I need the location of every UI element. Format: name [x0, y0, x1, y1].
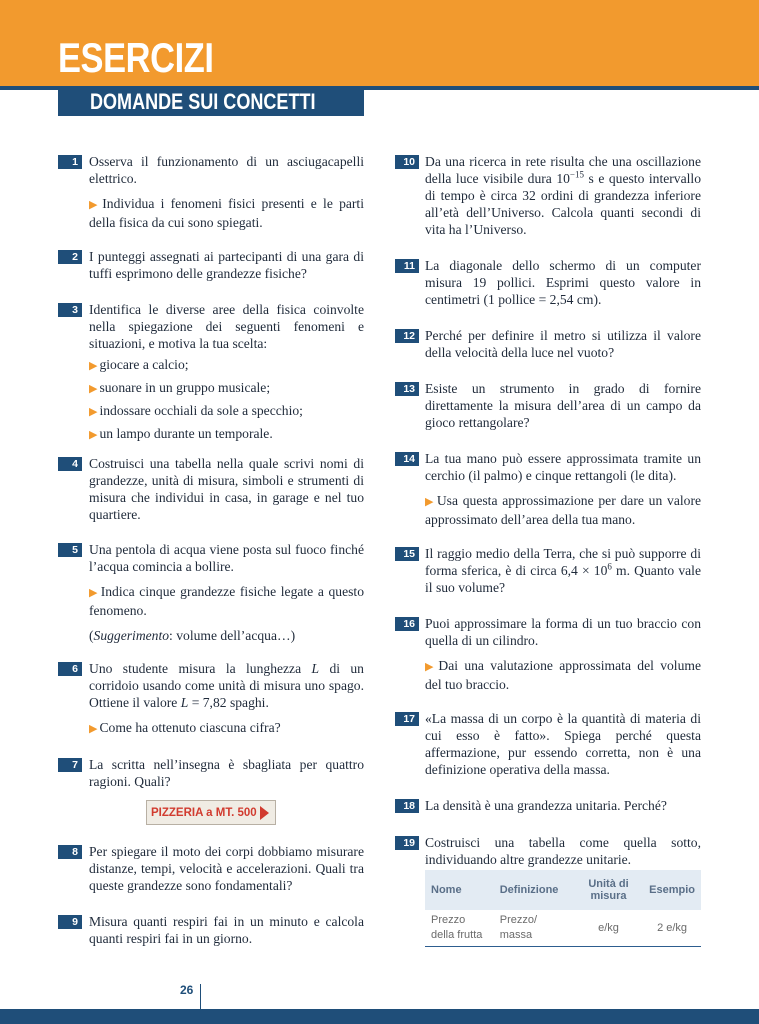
exercise-subtask: ▶ Indica cinque grandezze fisiche legate a questo fenomeno. — [89, 584, 364, 618]
arrow-icon: ▶ — [89, 383, 98, 395]
list-item: ▶ un lampo durante un temporale. — [89, 426, 273, 441]
page-title: ESERCIZI — [58, 34, 214, 81]
exercise-text: Il raggio medio della Terra, che si può supporre di forma sferica, è di circa $6,4 \times 10^6$ m. Quanto vale il suo volume? — [425, 546, 701, 595]
exercise-9 — [89, 913, 364, 947]
exercise-10 — [425, 153, 701, 238]
exercise-13 — [425, 380, 701, 431]
exercise-number: 11 — [395, 259, 419, 273]
exercise-8 — [89, 843, 364, 894]
arrow-icon: ▶ — [89, 199, 101, 211]
exercise-text: I punteggi assegnati ai partecipanti di una gara di tuffi esprimono delle grandezze fisiche? — [89, 249, 364, 281]
exercise-text: Costruisci una tabella nella quale scrivi nomi di grandezze, unità di misura, simboli e strumenti di misura che individui in casa, in garage e nel tuo quartiere. — [89, 456, 364, 522]
exercise-7 — [89, 756, 364, 790]
exercise-number: 9 — [58, 915, 82, 929]
list-item: ▶ suonare in un gruppo musicale; — [89, 380, 271, 395]
unit-quantities-table — [425, 870, 701, 947]
exercise-number: 2 — [58, 250, 82, 264]
table-header: Nome — [425, 870, 494, 910]
exercise-hint: (Suggerimento: volume dell’acqua…) — [89, 628, 296, 643]
exercise-number: 8 — [58, 845, 82, 859]
exercise-text: Osserva il funzionamento di un asciugacapelli elettrico. — [89, 154, 364, 186]
exercise-number: 6 — [58, 662, 82, 676]
table-cell: Prezzo/ massa — [494, 910, 574, 947]
arrow-icon: ▶ — [425, 496, 435, 508]
exercise-subtask: ▶ Individua i fenomeni fisici presenti e le parti della fisica da cui sono spiegati. — [89, 196, 364, 230]
exercise-number: 14 — [395, 452, 419, 466]
page-number-rule — [200, 984, 201, 1010]
exercise-5 — [89, 541, 364, 644]
exercise-number: 1 — [58, 155, 82, 169]
arrow-icon: ▶ — [425, 661, 437, 673]
table-cell: e/kg — [574, 910, 643, 947]
exercise-text: Esiste un strumento in grado di fornire direttamente la misura dell’area di un campo da gioco rettangolare? — [425, 381, 701, 430]
exercise-text: «La massa di un corpo è la quantità di materia di cui esso è fatto». Spiega perché questa affermazione, pur essendo corretta, non è una definizione operativa della massa. — [425, 711, 701, 777]
table-row — [425, 910, 701, 947]
exercise-2 — [89, 248, 364, 282]
arrow-icon: ▶ — [89, 723, 98, 735]
exercise-4 — [89, 455, 364, 523]
arrow-icon: ▶ — [89, 360, 98, 372]
sign-arrow-icon — [260, 806, 269, 820]
exercise-text: La densità è una grandezza unitaria. Perché? — [425, 798, 667, 813]
list-item: ▶ giocare a calcio; — [89, 357, 189, 372]
table-cell: 2 e/kg — [643, 910, 701, 947]
exercise-number: 7 — [58, 758, 82, 772]
exercise-16 — [425, 615, 701, 693]
exercise-text: Uno studente misura la lunghezza L di un corridoio usando come unità di misura uno spago. Ottiene il valore L = 7,82 spaghi. — [89, 661, 364, 710]
sign-text: PIZZERIA a MT. 500 — [151, 806, 257, 819]
exercise-text: Da una ricerca in rete risulta che una oscillazione della luce visibile dura $10^{-15}$ s e questo intervallo di tempo è circa 32 ordini di grandezza inferiore all’età dell’Universo. Calcola quanti secondi di vita ha l’Universo. — [425, 154, 701, 237]
exercise-text: Misura quanti respiri fai in un minuto e calcola quanti respiri fai in un giorno. — [89, 914, 364, 946]
exercise-number: 5 — [58, 543, 82, 557]
table-header: Unità di misura — [574, 870, 643, 910]
exercise-number: 4 — [58, 457, 82, 471]
table-cell: Prezzo della frutta — [425, 910, 494, 947]
exercise-subtask: ▶ Usa questa approssimazione per dare un valore approssimato dell’area della tua mano. — [425, 493, 701, 527]
exercise-text: Per spiegare il moto dei corpi dobbiamo misurare distanze, tempi, velocità e accelerazioni. Quali tra queste grandezze sono fondamentali? — [89, 844, 364, 893]
exercise-text: Costruisci una tabella come quella sotto, individuando altre grandezze unitarie. — [425, 835, 701, 867]
exercise-text: Identifica le diverse aree della fisica coinvolte nella spiegazione dei seguenti fenomeni e situazioni, e motiva la tua scelta: — [89, 302, 364, 351]
page-number: 26 — [180, 983, 194, 997]
exercise-14 — [425, 450, 701, 528]
exercise-text: La scritta nell’insegna è sbagliata per quattro ragioni. Quali? — [89, 757, 364, 789]
exercise-12 — [425, 327, 701, 361]
exercise-subtask: ▶ Dai una valutazione approssimata del volume del tuo braccio. — [425, 658, 701, 692]
pizzeria-sign — [146, 800, 276, 825]
exercise-11 — [425, 257, 701, 308]
exercise-number: 16 — [395, 617, 419, 631]
exercise-3 — [89, 301, 364, 444]
list-item: ▶ indossare occhiali da sole a specchio; — [89, 403, 303, 418]
exercise-number: 15 — [395, 547, 419, 561]
arrow-icon: ▶ — [89, 406, 98, 418]
arrow-icon: ▶ — [89, 587, 99, 599]
exercise-text: Puoi approssimare la forma di un tuo braccio con quella di un cilindro. — [425, 616, 701, 648]
exercise-17 — [425, 710, 701, 778]
arrow-icon: ▶ — [89, 429, 98, 441]
exercise-number: 3 — [58, 303, 82, 317]
exercise-number: 10 — [395, 155, 419, 169]
table-header: Definizione — [494, 870, 574, 910]
exercise-text: La diagonale dello schermo di un computer misura 19 pollici. Esprimi questo valore in centimetri (1 pollice = 2,54 cm). — [425, 258, 701, 307]
exercise-19 — [425, 834, 701, 868]
exercise-number: 12 — [395, 329, 419, 343]
table-header: Esempio — [643, 870, 701, 910]
exercise-subtask: ▶ Come ha ottenuto ciascuna cifra? — [89, 720, 281, 735]
exercise-text: Una pentola di acqua viene posta sul fuoco finché l’acqua comincia a bollire. — [89, 542, 364, 574]
footer-band — [0, 1009, 759, 1024]
exercise-18 — [425, 797, 701, 814]
exercise-text: La tua mano può essere approssimata tramite un cerchio (il palmo) e cinque rettangoli (le dita). — [425, 451, 701, 483]
exercise-1 — [89, 153, 364, 231]
section-title: DOMANDE SUI CONCETTI — [90, 89, 316, 114]
exercise-number: 18 — [395, 799, 419, 813]
exercise-number: 19 — [395, 836, 419, 850]
exercise-15 — [425, 545, 701, 596]
exercise-text: Perché per definire il metro si utilizza il valore della velocità della luce nel vuoto? — [425, 328, 701, 360]
exercise-number: 17 — [395, 712, 419, 726]
exercise-6 — [89, 660, 364, 738]
exercise-number: 13 — [395, 382, 419, 396]
